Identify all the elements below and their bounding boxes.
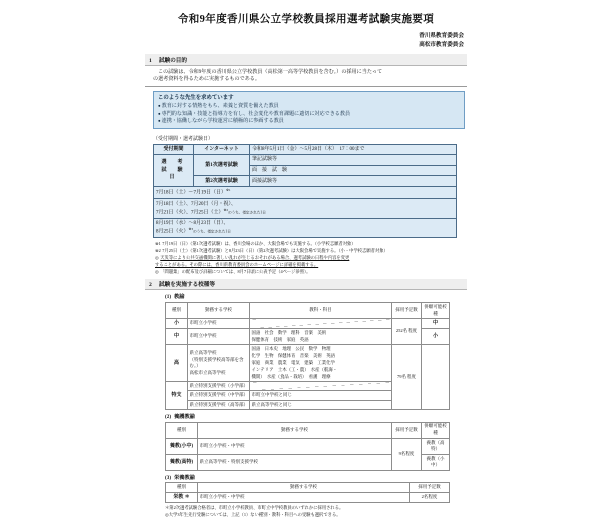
row-school-yogo-elementary-middle: 市町立小学校・中学校 <box>198 438 392 454</box>
column-header-type: 種別 <box>166 422 198 438</box>
row-subject-special-elementary <box>250 382 392 391</box>
row-quota-yogo: 9名程度 <box>392 438 422 470</box>
section-2-heading <box>145 279 467 291</box>
stage2-value: 8月19日（水）～8月23日（日）、 8月25日（火）$^{※3}$のうち、指定された1日 <box>154 218 457 238</box>
section-1-body-line-2: の選考資料を得るために実施するものである。 <box>153 76 260 83</box>
section-1-body <box>145 66 467 87</box>
table-header-row <box>166 483 450 492</box>
section-1-number: 1 <box>149 57 152 64</box>
organization-city: 高松市教育委員会 <box>419 41 464 48</box>
section-1-heading <box>145 54 467 66</box>
row-quota-eiyo: 2名程度 <box>410 492 450 502</box>
issuing-organizations <box>145 32 467 49</box>
table-row <box>154 199 457 219</box>
stage1-label: 第1次選考試験 <box>194 155 250 176</box>
application-period-value: 令和8年5月1日（金）～5月28日（木） 17：00まで <box>250 144 457 155</box>
row-school-yogo-high-special: 県立高等学校・特別支援学校 <box>198 454 392 470</box>
row-subject-middle: 国語 社会 数学 理科 音楽 美術 保健体育 技術 家庭 英語 <box>250 329 392 345</box>
column-header-pair: 併願可能校種 <box>422 302 450 318</box>
schedule-notes <box>155 241 467 276</box>
subsection-2-heading: (2) 養護教諭 <box>165 414 195 421</box>
stage1-interview-label: 面 接 試 験 <box>252 168 288 174</box>
row-school-special-elementary: 県立特別支援学校（小学部） <box>188 382 250 391</box>
row-school-elementary: 市町立小学校 <box>188 319 250 329</box>
row-subject-special-high: 県立高等学校と同じ <box>250 400 392 409</box>
row-subject-elementary <box>250 319 392 329</box>
table-row <box>166 438 450 454</box>
application-period-label: 受付期間 <box>154 144 194 155</box>
row-pair-high <box>422 345 450 410</box>
stage1-interview-row <box>250 165 457 176</box>
list-item: ● 連携・協働しながら学校運営に積極的に参画する教員 <box>158 118 460 126</box>
section-1-body-line-1: この試験は、令和9年度の香川県公立学校教員（高松第一高等学校教員を含む。）の採用に当たって <box>158 68 383 75</box>
table-header-row <box>166 302 450 318</box>
stage1-written-row <box>250 155 457 166</box>
bottom-footnotes <box>165 505 467 519</box>
list-item: ● 専門的な知識・技能と指導力を有し、社会変化や教育課題に適切に対応できる教員 <box>158 111 460 119</box>
eiyo-table <box>165 482 450 502</box>
wanted-teacher-box <box>153 91 465 129</box>
organization-prefecture: 香川県教育委員会 <box>419 33 464 39</box>
stage2-label: 第2次選考試験 <box>194 176 250 187</box>
column-header-school: 勤務する学校 <box>198 422 392 438</box>
column-header-quota: 採用予定数 <box>392 422 422 438</box>
kyoyu-table <box>165 302 450 410</box>
schedule-caption: （受付期間・選考試験日） <box>153 137 214 143</box>
column-header-type: 種別 <box>166 483 198 492</box>
row-pair-yogo-elementary-middle: 養教（高特） <box>422 438 450 454</box>
table-row <box>166 345 450 382</box>
stage2-type-label: 面接試験等 <box>252 178 278 184</box>
subsection-3-heading: (3) 栄養教諭 <box>165 474 195 481</box>
section-2-number: 2 <box>149 282 152 289</box>
table-row <box>154 187 457 199</box>
row-pair-elementary: 中 <box>422 319 450 329</box>
stage2-type-row <box>250 176 457 187</box>
wanted-box-title: このような先生を求めています <box>158 95 234 102</box>
yogo-table <box>165 422 450 471</box>
row-subject-high: 国語 日本史 地理 公民 数学 物理 化学 生物 保健体育 音楽 美術 英語 家庭 商業 農業 電気 建築 工業化学 インテリア 土木（工・農） 水産（航海・ 機関） 水産（食品・栽培） 看護 理療 <box>250 345 392 382</box>
row-subject-special-middle: 市町立中学校と同じ <box>250 391 392 400</box>
column-header-quota: 採用予定数 <box>392 302 422 318</box>
row-type-middle: 中 <box>166 329 188 345</box>
column-header-subject: 教科・科目 <box>250 302 392 318</box>
section-1-title: 試験の目的 <box>159 57 187 64</box>
table-row <box>166 492 450 502</box>
note-item: ＊第2次選考試験合格者は、市町立小学校教員、市町立中学校教員のいずれかに採用される。 <box>165 504 344 510</box>
row-school-eiyo: 市町立小学校・中学校 <box>198 492 410 502</box>
table-row <box>154 144 457 155</box>
row-type-yogo-elementary-middle: 養教(小中) <box>166 438 198 454</box>
wanted-box-list <box>158 103 460 126</box>
table-row <box>166 319 450 329</box>
row-pair-middle: 小 <box>422 329 450 345</box>
exam-date-label: 選 考 試 験 日 <box>154 155 194 187</box>
subsection-1-heading: (1) 教諭 <box>165 294 185 301</box>
row-pair-yogo-high-special: 養教（小中） <box>422 454 450 470</box>
row-school-middle: 市町立中学校 <box>188 329 250 345</box>
note-item: ◎大学3年生先行受験については、上記（1）ない種別・教科・科目への受験も選択できる。 <box>165 511 341 517</box>
row-type-special: 特支 <box>166 382 188 410</box>
row-school-special-high: 県立特別支援学校（高等部） <box>188 400 250 409</box>
row-type-yogo-high-special: 養教(高特) <box>166 454 198 470</box>
page-title: 令和9年度香川県公立学校教員採用選考試験実施要項 <box>177 14 435 25</box>
note-item: ◎ 天災等により公共交通機関に著しい乱れが生じるおそれがある場合、選考試験の日程や内容を変更 <box>155 254 350 260</box>
application-method: インターネット <box>194 144 250 155</box>
table-header-row <box>166 422 450 438</box>
stage1-written-label: 筆記試験等 <box>252 157 278 163</box>
column-header-type: 種別 <box>166 302 188 318</box>
note-item: ※2 7月25日（土）（第1次選考試験）と8月23日（日）（第2次選考試験）は大阪会場で実施する。（小・中学校志願者対象） <box>155 247 388 253</box>
row-type-eiyo: 栄教 ＊ <box>166 492 198 502</box>
table-row <box>154 155 457 166</box>
table-row <box>154 218 457 238</box>
note-item: ※1 7月19日（日）（第1次選考試験）は、香川会場のほか、大阪会場でも実施する。（小学校志願者対象） <box>155 240 356 246</box>
note-item: ◎ 「問題集」の配布及び詳細については、8月7日頃に公表予定（4ページ参照）。 <box>155 268 311 274</box>
schedule-values-table <box>153 186 457 238</box>
note-item: することがある。その際には、香川県教育委員会のホームページに詳細を掲載する。 <box>155 261 319 267</box>
stage1-interview-value: 7月18日（土）、7月20日（月・祝）、 7月21日（火）、7月25日（土）$^{※2}$のうち、指定された1日 <box>154 199 457 219</box>
schedule-table <box>153 144 457 188</box>
row-school-special-middle: 県立特別支援学校（中学部） <box>188 391 250 400</box>
column-header-school: 勤務する学校 <box>198 483 410 492</box>
column-header-quota: 採用予定数 <box>410 483 450 492</box>
row-quota-high-special: 79名 程度 <box>392 345 422 410</box>
row-school-high: 県立高等学校 （特別支援学校高等部を含む。） 高松市立高等学校 <box>188 345 250 382</box>
column-header-school: 勤務する学校 <box>188 302 250 318</box>
row-type-elementary: 小 <box>166 319 188 329</box>
document-body <box>145 11 467 519</box>
row-quota-elementary-middle: 252名 程度 <box>392 319 422 345</box>
row-type-high: 高 <box>166 345 188 382</box>
section-2-title: 試験を実施する校種等 <box>159 282 215 289</box>
column-header-pair: 併願可能校種 <box>422 422 450 438</box>
table-row <box>154 176 457 187</box>
list-item: ● 教育に対する情熱をもち、素養と資質を備えた教員 <box>158 103 460 111</box>
stage1-written-value: 7月18日（土）～7月19日（日）$^{※1}$ <box>154 187 457 199</box>
